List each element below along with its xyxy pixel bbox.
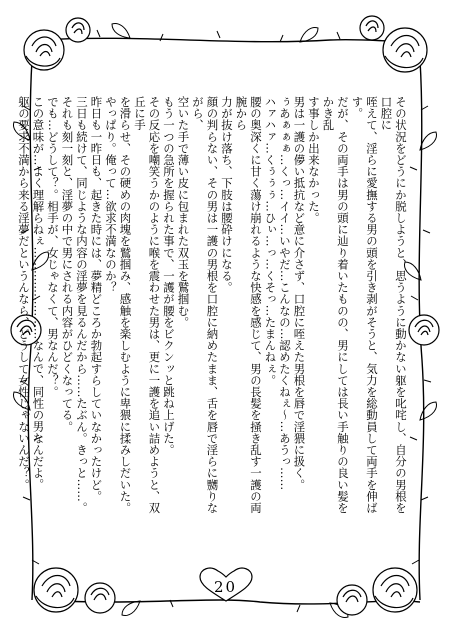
rose-top-right-small [360,16,384,40]
text-line: 三日も続けて、同じような内容の淫夢を見るんだから……たぶん。きっと……。 [75,96,89,514]
text-line: 空いた手で薄い皮に包まれた双玉を鷲掴む。 [176,96,191,328]
text-line: ハァハァ…くぅぅぅ…ひぃ…っ…くそっ…たまんねぇ。 [263,96,278,386]
text-line: やっぱり。俺って…欲求不満なのか？ [104,96,118,294]
rose-top-left-small [66,18,90,42]
text-line: を滑らせ、その硬めの肉塊を鷲掴み、感触を楽しむように卑猥に揉みしだいた。 [118,96,133,514]
vine-top [40,38,420,41]
text-line: 力が抜け落ち、下肢は腰砕けになる。 [220,96,234,294]
text-line: 腰の奥深くに甘く蕩け崩れるような快感を感じて、男の長髪を掻き乱す一護の両腕から [234,96,263,514]
rose-top-right [383,28,427,72]
text-line: それも刻一刻と、淫夢の中で男にされる内容がひどくなってる。 [60,96,75,433]
text-line: その反応を嘲笑うかのように喉を震わせた男は、更に一護を追い詰めようと、双丘に手 [133,96,162,514]
text-line: だが、その両手は男の頭に辿り着いたものの、男にしては長い手触りの良い髪をかき乱 [321,96,350,514]
story-text [17,96,408,514]
text-line: この意味が…よく理解らねぇ……………………なんで、同性の男なんだよ。 [31,96,46,491]
text-line: す事しか出来なかった。 [307,96,321,224]
text-line: 昨日も一昨日も、起きた時には、夢精どころか勃起すらしていなかったけど。 [89,96,104,502]
text-line: 咥えて、淫らに愛撫する男の頭を引き剥がそうと、気力を総動員して両手を伸ばす。 [350,96,379,514]
rose-top-left [24,30,64,70]
text-line: 顔の判らない、その男は一護の男根を口腔に納めたまま、舌を唇で淫らに嬲りながら、 [191,96,220,514]
text-line: 男は一護の儚い抵抗など意に介さず、口腔に咥えた男根を唇で淫猥に扱く。 [292,96,307,491]
rose-right-mid [409,315,439,345]
page-number: 20 [213,578,238,596]
text-line: もう一つの急所を握られた事で、一護が腰をビクンッと跳ね上げた。 [162,96,176,456]
text-line: でも…どうして？。相手が、女じゃなくて、男なんだ？。 [46,96,60,398]
text-line: その状況をどうにか脱しようと、思うように動かない躯を叱咤し、自分の男根を口腔に [379,96,408,514]
text-line: 躯の要求不満から来る淫夢だというんなら、どうして女性じゃないんだ？。 [17,96,31,491]
text-line: ぅあぁぁぁ…くっ…イイ…いやだ…こんなの…認めたくねぇ〜…あうっ…… [278,96,292,491]
